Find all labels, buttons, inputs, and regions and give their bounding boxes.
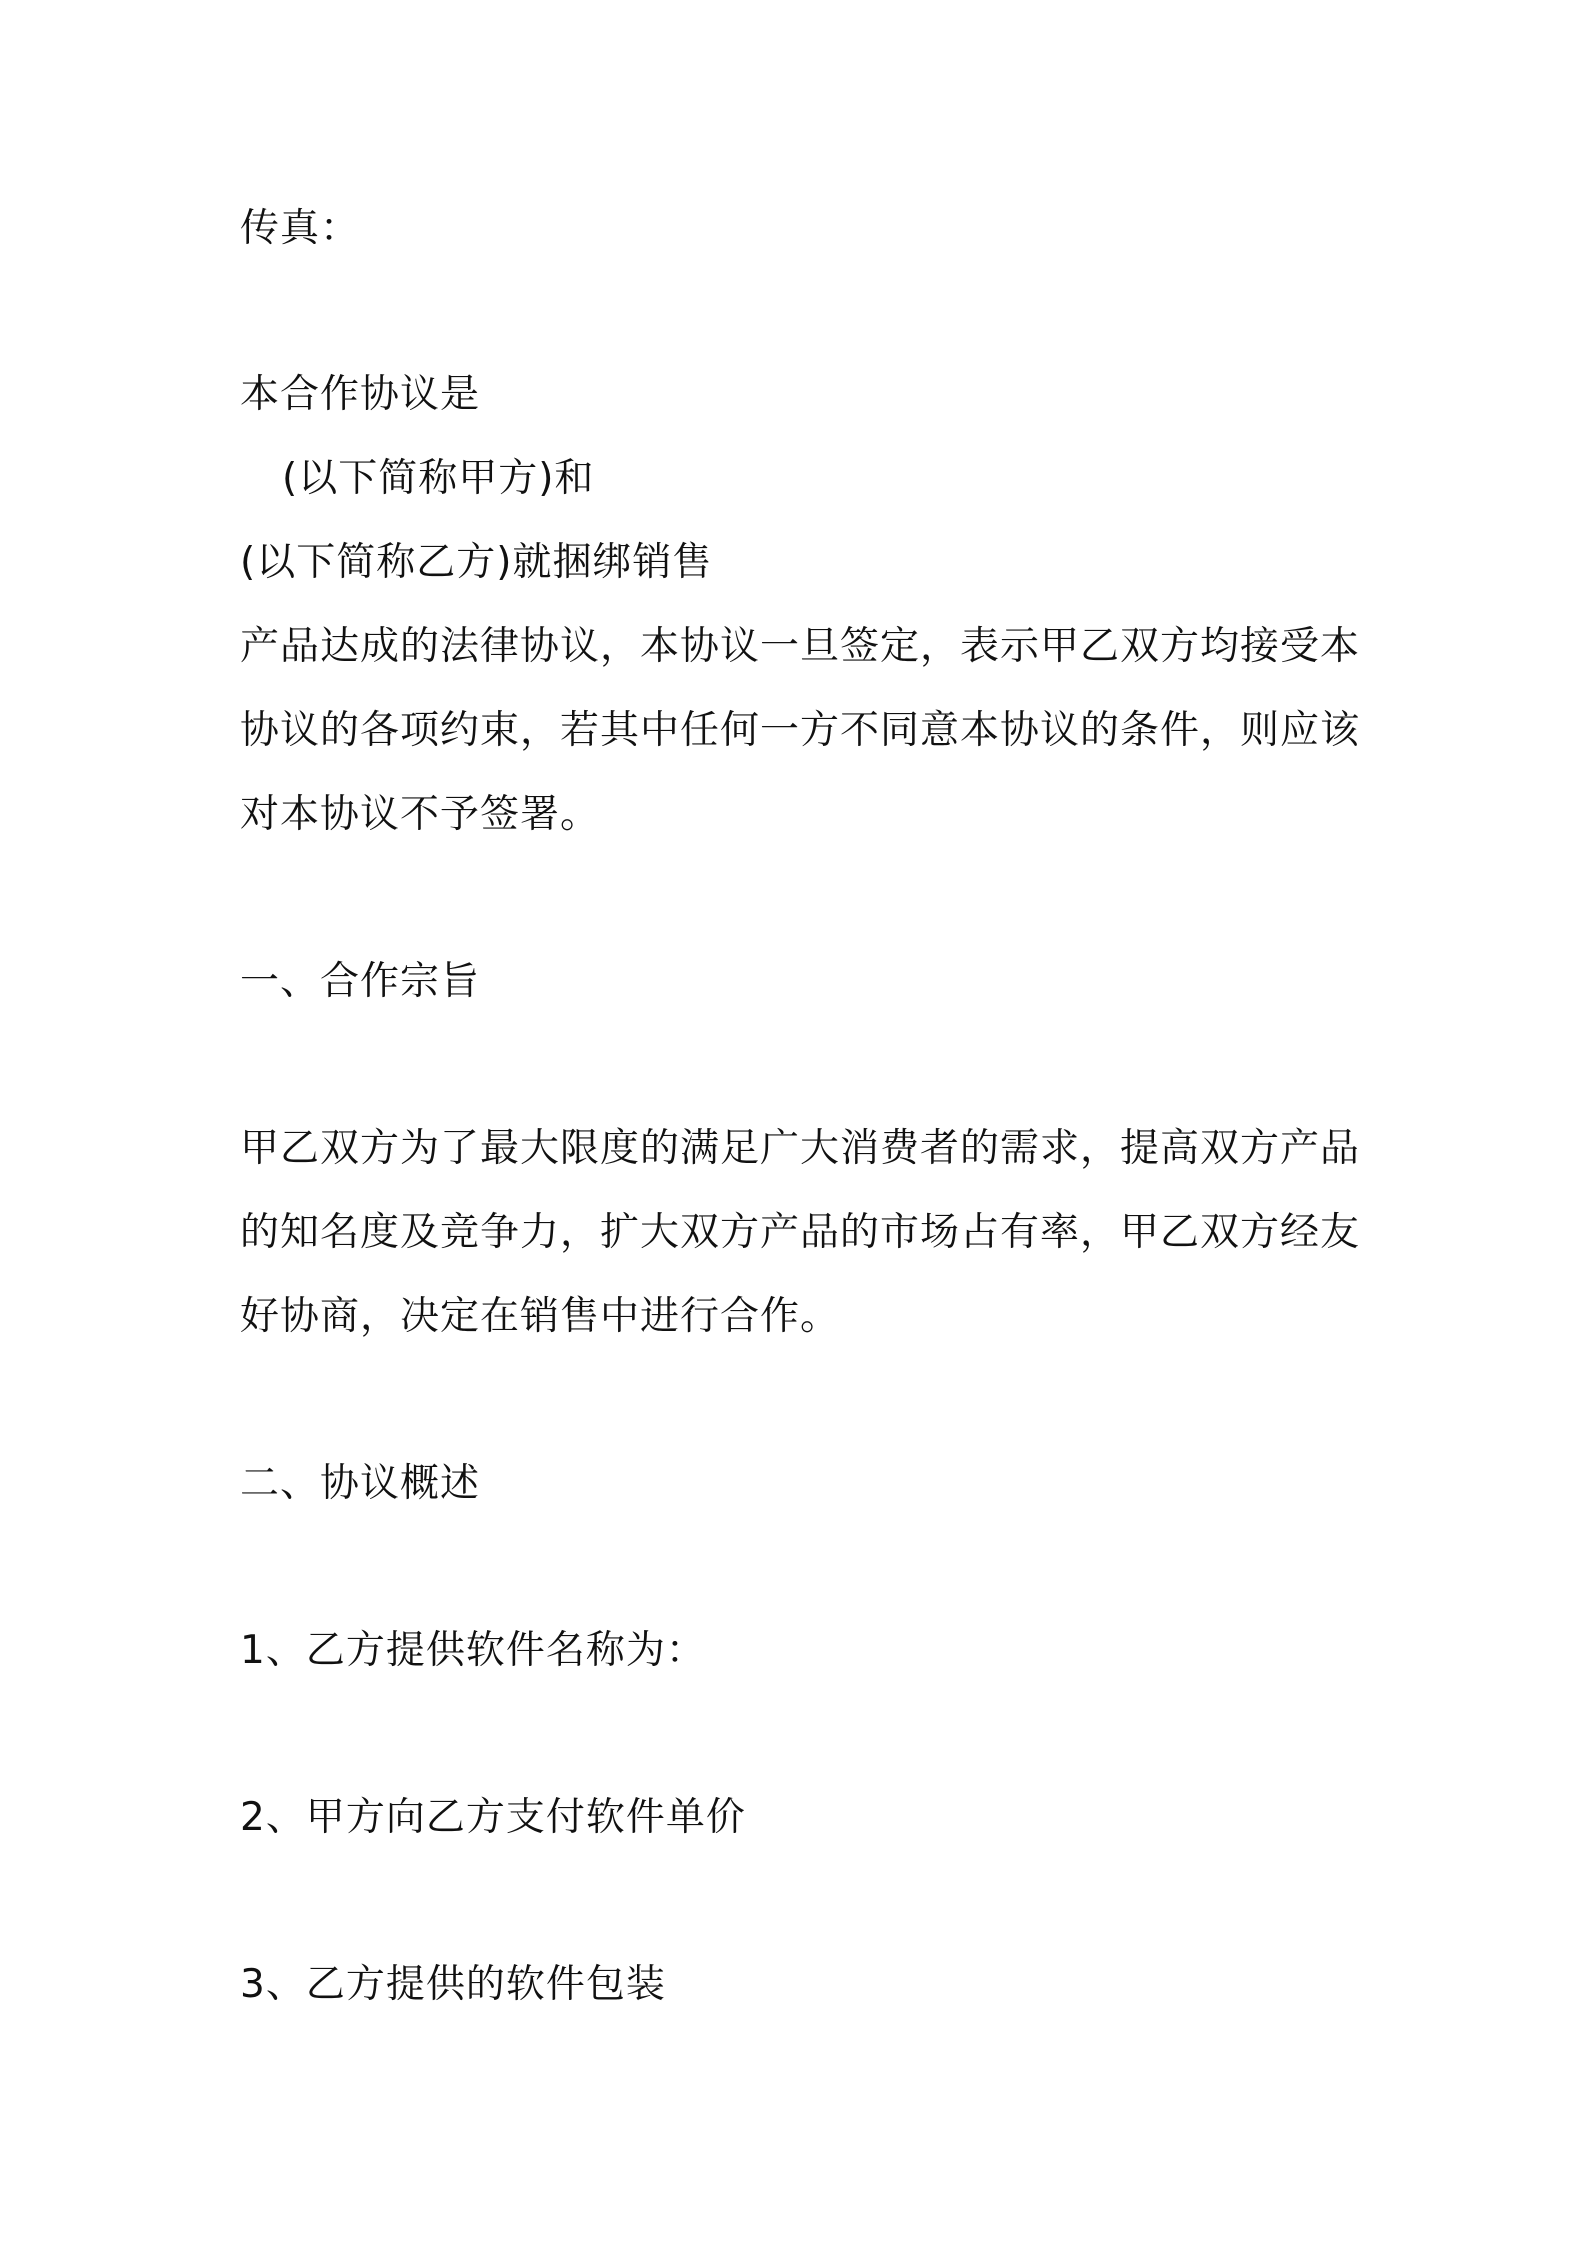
intro-line-2: (以下简称甲方)和 <box>282 456 595 501</box>
intro-line-1: 本合作协议是 <box>240 372 481 417</box>
section-1-line-1: 甲乙双方为了最大限度的满足广大消费者的需求，提高双方产品 <box>240 1126 1361 1171</box>
section-2-item-3: 3、乙方提供的软件包装 <box>240 1962 666 2007</box>
section-2-item-1: 1、乙方提供软件名称为： <box>240 1628 706 1673</box>
section-1-line-3: 好协商，决定在销售中进行合作。 <box>240 1294 841 1339</box>
section-2-heading: 二、协议概述 <box>240 1461 481 1506</box>
intro-line-6: 对本协议不予签署。 <box>240 792 601 837</box>
section-1-line-2: 的知名度及竞争力，扩大双方产品的市场占有率，甲乙双方经友 <box>240 1210 1361 1255</box>
intro-line-5: 协议的各项约束，若其中任何一方不同意本协议的条件，则应该 <box>240 708 1361 753</box>
intro-line-4: 产品达成的法律协议，本协议一旦签定，表示甲乙双方均接受本 <box>240 624 1361 669</box>
intro-line-3: (以下简称乙方)就捆绑销售 <box>240 540 713 585</box>
section-1-heading: 一、合作宗旨 <box>240 959 481 1004</box>
fax-label: 传真： <box>240 206 361 251</box>
section-2-item-2: 2、甲方向乙方支付软件单价 <box>240 1795 746 1840</box>
